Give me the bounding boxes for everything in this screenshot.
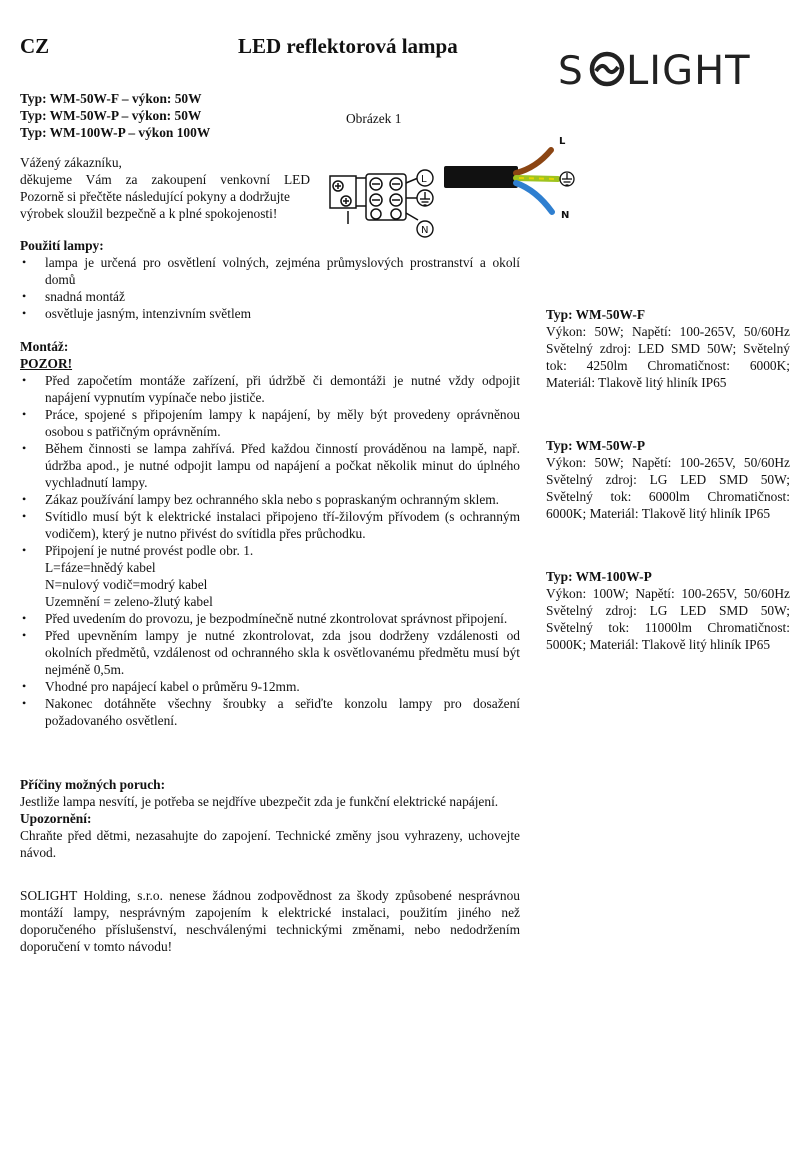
- type-line: Typ: WM-50W-P – výkon: 50W: [20, 108, 202, 123]
- install-item: • Před uvedením do provozu, je bezpodmínečně nutné zkontrolovat správnost připojení.: [20, 610, 520, 627]
- svg-text:LIGHT: LIGHT: [626, 48, 751, 94]
- usage-item: • osvětluje jasným, intenzivním světlem: [20, 305, 520, 322]
- faults-text: Jestliže lampa nesvítí, je potřeba se nejdříve ubezpečit zda je funkční elektrické napájení.: [20, 794, 499, 809]
- install-item: • Práce, spojené s připojením lampy k napájení, by měly být provedeny oprávněnou osobou s patřičným oprávněním.: [20, 406, 520, 440]
- spec-heading: Typ: WM-50W-P: [546, 438, 646, 453]
- usage-section: [20, 237, 520, 322]
- spec-wm-50w-p: [546, 437, 790, 522]
- svg-text:S: S: [558, 49, 584, 94]
- install-warning: POZOR!: [20, 356, 73, 371]
- install-item-connection: [20, 542, 520, 610]
- spec-heading: Typ: WM-50W-F: [546, 307, 646, 322]
- install-item: • Zákaz používání lampy bez ochranného skla nebo s popraskaným ochranným sklem.: [20, 491, 520, 508]
- spec-wm-50w-f: [546, 306, 790, 391]
- wiring-diagram: [326, 128, 586, 244]
- install-item: • Svítidlo musí být k elektrické instalaci připojeno tří-žilovým přívodem (s ochranným vodičem), který je nutno přivést do svítidla přes průchodku.: [20, 508, 520, 542]
- install-item: • Před započetím montáže zařízení, při údržbě či demontáži je nutné vždy odpojit napájení vypnutím vypínače nebo jističe.: [20, 372, 520, 406]
- terminal-label-L: L: [421, 174, 427, 185]
- type-list: [20, 90, 210, 141]
- notice-title: Upozornění:: [20, 811, 92, 826]
- terminal-label-N: N: [421, 225, 429, 236]
- connection-text: • Připojení je nutné provést podle obr. 1.: [45, 543, 254, 558]
- usage-title: Použití lampy:: [20, 238, 104, 253]
- cable-sheath: [444, 166, 518, 188]
- usage-item: • lampa je určená pro osvětlení volných, zejména průmyslových prostranství a okolí domů: [20, 254, 520, 288]
- wire-label-L: L: [559, 136, 566, 147]
- spec-wm-100w-p: [546, 568, 790, 653]
- install-item: • Nakonec dotáhněte všechny šroubky a seřiďte konzolu lampy pro dosažení požadovaného osvětlení.: [20, 695, 520, 729]
- disclaimer: SOLIGHT Holding, s.r.o. nenese žádnou zodpovědnost za škody způsobené nesprávnou montáží lampy, nesprávným zapojením k elektrické instalaci, použitím jiného než doporučeného příslušenství, neschválenými technickými změnami, nebo nedodržením doporučení v tomto návodu!: [20, 888, 520, 954]
- wiring-line: N=nulový vodič=modrý kabel: [45, 577, 208, 592]
- spec-text: Výkon: 50W; Napětí: 100-265V, 50/60Hz Světelný zdroj: LG LED SMD 50W; Světelný tok: 6000lm Chromatičnost: 6000K; Materiál: Tlakově litý hliník IP65: [546, 455, 790, 521]
- notice-text: Chraňte před dětmi, nezasahujte do zapojení. Technické změny jsou vyhrazeny, uchovejte návod.: [20, 828, 520, 860]
- usage-item: • snadná montáž: [20, 288, 520, 305]
- blue-wire: [516, 183, 552, 212]
- ground-symbol: [560, 172, 574, 186]
- faults-title: Příčiny možných poruch:: [20, 777, 166, 792]
- spec-text: Výkon: 100W; Napětí: 100-265V, 50/60Hz Světelný zdroj: LG LED SMD 50W; Světelný tok: 11000lm Chromatičnost: 5000K; Materiál: Tlakově litý hliník IP65: [546, 586, 790, 652]
- install-item: • Vhodné pro napájecí kabel o průměru 9-12mm.: [20, 678, 520, 695]
- spec-text: Výkon: 50W; Napětí: 100-265V, 50/60Hz Světelný zdroj: LED SMD 50W; Světelný tok: 4250lm Chromatičnost: 6000K; Materiál: Tlakově litý hliník IP65: [546, 324, 790, 390]
- install-item: • Během činnosti se lampa zahřívá. Před každou činností prováděnou na lampě, např. údržba apod., je nutné odpojit lampu od napájení a počkat několik minut do úplného vychladnutí lampy.: [20, 440, 520, 491]
- install-title: Montáž:: [20, 339, 69, 354]
- install-item: • Před upevněním lampy je nutné zkontrolovat, zda jsou dodrženy vzdálenosti od okolních předmětů, vzdálenost od ochranného skla k osvětlovanému předmětu musí být nejméně 0,5m.: [20, 627, 520, 678]
- spec-heading: Typ: WM-100W-P: [546, 569, 652, 584]
- intro: [20, 154, 310, 222]
- wiring-line: Uzemnění = zeleno-žlutý kabel: [45, 594, 213, 609]
- wiring-line: L=fáze=hnědý kabel: [45, 560, 156, 575]
- install-section: [20, 338, 520, 729]
- language-code: CZ: [20, 34, 50, 58]
- intro-line: Vážený zákazníku,: [20, 155, 122, 170]
- figure-label: Obrázek 1: [346, 111, 402, 126]
- brown-wire: [516, 150, 551, 173]
- solight-logo-graphic: [558, 44, 780, 94]
- wire-label-N: N: [561, 210, 570, 221]
- intro-line: Pozorně si přečtěte následující pokyny a dodržujte: [20, 189, 290, 204]
- terminal-block: [330, 174, 418, 224]
- faults-section: [20, 776, 520, 861]
- terminal-symbols: [417, 170, 433, 237]
- intro-line: děkujeme Vám za zakoupení venkovní LED: [20, 172, 310, 187]
- type-line: Typ: WM-50W-F – výkon: 50W: [20, 91, 202, 106]
- page-title: LED reflektorová lampa: [238, 34, 458, 58]
- intro-line: výrobek sloužil bezpečně a k plné spokojenosti!: [20, 206, 278, 221]
- type-line: Typ: WM-100W-P – výkon 100W: [20, 125, 211, 140]
- solight-logo: [558, 44, 780, 94]
